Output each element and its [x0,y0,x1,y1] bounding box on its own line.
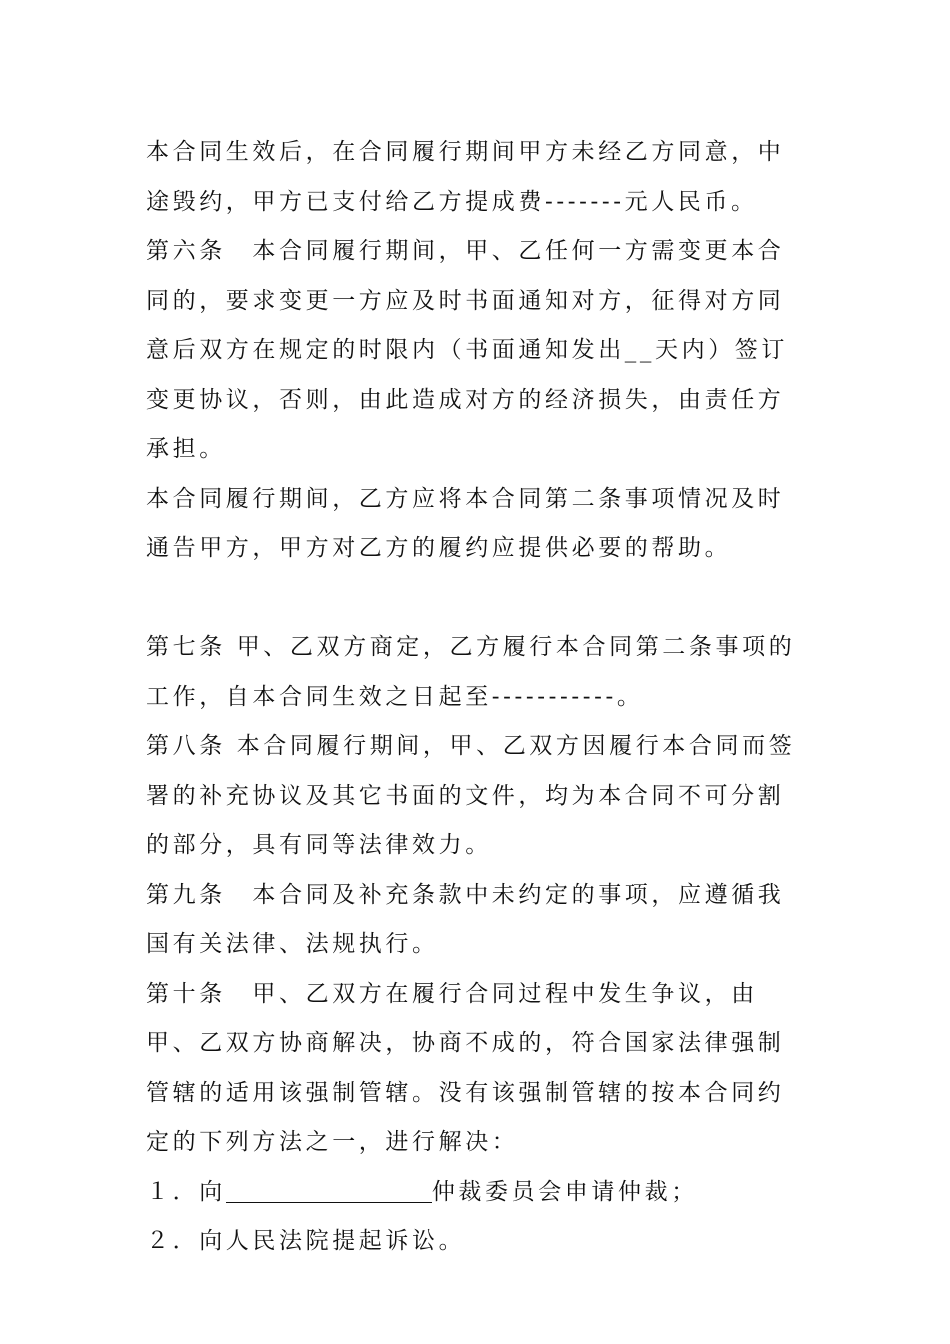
list-item-litigation: ２．向人民法院提起诉讼。 [146,1228,466,1254]
list-item-arbitration-suffix: 仲裁委员会申请仲裁； [431,1178,698,1205]
list-item-arbitration-prefix: １．向 [146,1178,226,1205]
paragraph-article-9: 第九条 本合同及补充条款中未约定的事项，应遵循我国有关法律、法规执行。 [146,881,785,957]
document-body [146,128,808,1267]
paragraph-spacer [146,574,808,624]
paragraph-article-8: 第八条 本合同履行期间，甲、乙双方因履行本合同而签署的补充协议及其它书面的文件，均为本合同不可分割的部分，具有同等法律效力。 [146,733,796,858]
paragraph-notification: 本合同履行期间，乙方应将本合同第二条事项情况及时通告甲方，甲方对乙方的履约应提供必要的帮助。 [146,485,785,561]
list-item-arbitration [146,1168,808,1218]
paragraph-termination: 本合同生效后，在合同履行期间甲方未经乙方同意，中途毁约，甲方已支付给乙方提成费-------元人民币。 [146,139,785,215]
blank-line [226,1180,432,1203]
paragraph-article-6: 第六条 本合同履行期间，甲、乙任何一方需变更本合同的，要求变更一方应及时书面通知对方，征得对方同意后双方在规定的时限内（书面通知发出__天内）签订变更协议，否则，由此造成对方的经济损失，由责任方承担。 [146,238,788,462]
paragraph-article-10: 第十条 甲、乙双方在履行合同过程中发生争议，由甲、乙双方协商解决，协商不成的，符合国家法律强制管辖的适用该强制管辖。没有该强制管辖的按本合同约定的下列方法之一，进行解决： [146,980,785,1155]
paragraph-article-7: 第七条 甲、乙双方商定，乙方履行本合同第二条事项的工作，自本合同生效之日起至-----------。 [146,634,796,710]
